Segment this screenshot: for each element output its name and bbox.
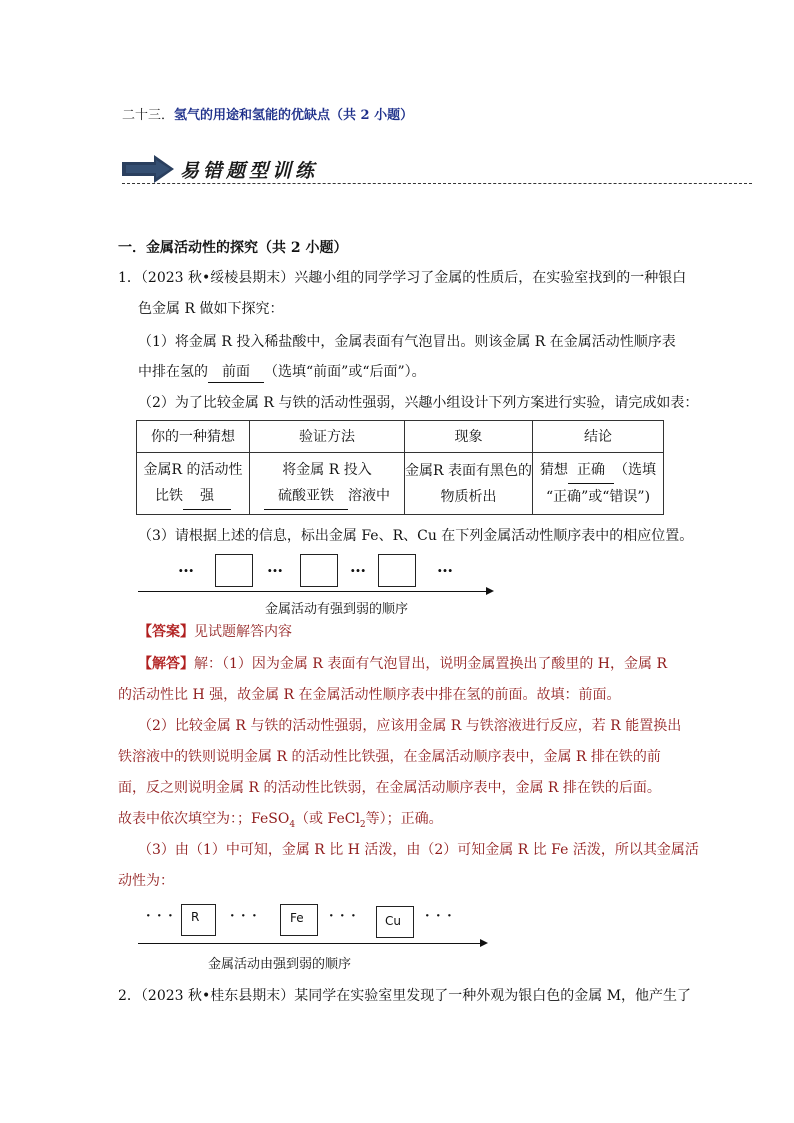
- ellipsis: · · ·: [146, 909, 174, 924]
- table-cell-phenomenon: [405, 453, 533, 515]
- analysis-line6: [118, 809, 443, 835]
- banner-divider: [122, 183, 752, 184]
- ellipsis: …: [437, 557, 454, 576]
- metal-box-fe: [280, 904, 318, 936]
- subscript: 4: [289, 819, 296, 830]
- answer-text: 见试题解答内容: [194, 624, 292, 640]
- cell-text: [533, 457, 663, 484]
- order-arrow-line: [138, 943, 480, 944]
- empty-box[interactable]: [378, 554, 416, 587]
- q1-part2: （2）为了比较金属 R 与铁的活动性强弱，兴趣小组设计下列方案进行实验，请完成如表：: [138, 395, 699, 411]
- text: 溶液中: [348, 488, 390, 504]
- text: 猜想: [540, 462, 568, 478]
- table-header: 现象: [405, 421, 533, 453]
- arrow-head-icon: [486, 587, 494, 595]
- answer-line: [138, 622, 292, 642]
- cell-text: 物质析出: [440, 488, 497, 505]
- analysis-line8: 动性为：: [118, 873, 174, 889]
- answer-blank: 前面: [208, 362, 264, 383]
- ellipsis: …: [267, 557, 284, 576]
- cell-text: 金属R 表面有黑色的: [405, 462, 532, 479]
- box-label: Fe: [290, 911, 304, 925]
- top-heading: [122, 104, 413, 123]
- analysis-line1: [138, 654, 667, 674]
- ellipsis: · · ·: [425, 909, 453, 924]
- analysis-line4: 铁溶液中的铁则说明金属 R 的活动性比铁强，在金属活动顺序表中，金属 R 排在铁的前: [118, 749, 661, 765]
- table-header: 你的一种猜想: [137, 421, 250, 453]
- empty-box[interactable]: [215, 554, 253, 587]
- cell-text: [250, 483, 404, 510]
- analysis-line5: 面，反之则说明金属 R 的活动性比铁弱，在金属活动顺序表中，金属 R 排在铁的后面。: [118, 780, 661, 796]
- q1-part1-a: （1）将金属 R 投入稀盐酸中，金属表面有气泡冒出。则该金属 R 在金属活动性顺序表: [138, 334, 676, 350]
- q2-line1: 2．（2023 秋•桂东县期末）某同学在实验室里发现了一种外观为银白色的金属 M，他产生了: [118, 988, 692, 1004]
- box-label: R: [191, 910, 200, 924]
- ellipsis: · · ·: [230, 909, 258, 924]
- table-cell-conclusion: [533, 453, 664, 515]
- text: （选填: [614, 462, 656, 478]
- text: 中排在氢的: [138, 364, 208, 380]
- answer-label: 【答案】: [138, 624, 194, 640]
- q1-line2: 色金属 R 做如下探究：: [138, 301, 284, 317]
- subscript: 2: [359, 819, 366, 830]
- heading-title: 氢气的用途和氢能的优缺点（共 2 小题）: [174, 108, 414, 123]
- arrow-banner-icon: [120, 154, 176, 184]
- text: 解：（1）因为金属 R 表面有气泡冒出，说明金属置换出了酸里的 H，金属 R: [194, 656, 667, 672]
- order-arrow-line: [138, 591, 486, 592]
- cell-text: 金属R 的活动性: [143, 462, 243, 478]
- q1-part1-b: [138, 362, 426, 383]
- experiment-table: [136, 420, 664, 515]
- table-cell-method: [250, 453, 405, 515]
- diagram-caption: 金属活动由强到弱的顺序: [208, 957, 352, 972]
- empty-box[interactable]: [300, 554, 338, 587]
- text: 等）；正确。: [365, 811, 443, 827]
- answer-blank: 强: [183, 483, 231, 510]
- analysis-label: 【解答】: [138, 656, 194, 672]
- section-banner: [120, 154, 752, 186]
- cell-text: [137, 483, 249, 510]
- heading-prefix: 二十三．: [122, 108, 175, 123]
- banner-title: 易错题型训练: [180, 160, 319, 182]
- analysis-line3: （2）比较金属 R 与铁的活动性强弱，应该用金属 R 与铁溶液进行反应，若 R 能置换出: [138, 718, 682, 734]
- text: （选填“前面”或“后面”）。: [264, 364, 426, 380]
- text: 故表中依次填空为：；FeSO: [118, 811, 290, 827]
- cell-text: 将金属 R 投入: [282, 462, 372, 478]
- ellipsis: …: [178, 557, 195, 576]
- q1-part3: （3）请根据上述的信息，标出金属 Fe、R、Cu 在下列金属活动性顺序表中的相应位置。: [138, 528, 694, 544]
- section-title: 一．金属活动性的探究（共 2 小题）: [118, 240, 348, 256]
- table-header: 结论: [533, 421, 664, 453]
- ellipsis: …: [350, 557, 367, 576]
- metal-box-r: [181, 904, 216, 936]
- box-label: Cu: [385, 914, 401, 928]
- table-cell-guess: [137, 453, 250, 515]
- q1-line1: 1．（2023 秋•绥棱县期末）兴趣小组的同学学习了金属的性质后，在实验室找到的一种银白: [118, 270, 687, 286]
- text: （或 FeCl: [295, 811, 360, 827]
- analysis-line2: 的活动性比 H 强，故金属 R 在金属活动性顺序表中排在氢的前面。故填：前面。: [118, 687, 621, 703]
- arrow-head-icon: [480, 939, 488, 947]
- answer-blank: 硫酸亚铁: [264, 483, 348, 510]
- ellipsis: · · ·: [329, 909, 357, 924]
- cell-text: “正确”或“错误”): [545, 489, 651, 505]
- answer-blank: 正确: [568, 457, 614, 484]
- analysis-line7: （3）由（1）中可知，金属 R 比 H 活泼，由（2）可知金属 R 比 Fe 活泼，所以其金属活: [138, 842, 699, 858]
- text: 比铁: [155, 488, 183, 504]
- diagram-caption: 金属活动有强到弱的顺序: [265, 602, 409, 617]
- table-header: 验证方法: [250, 421, 405, 453]
- metal-box-cu: [376, 906, 414, 938]
